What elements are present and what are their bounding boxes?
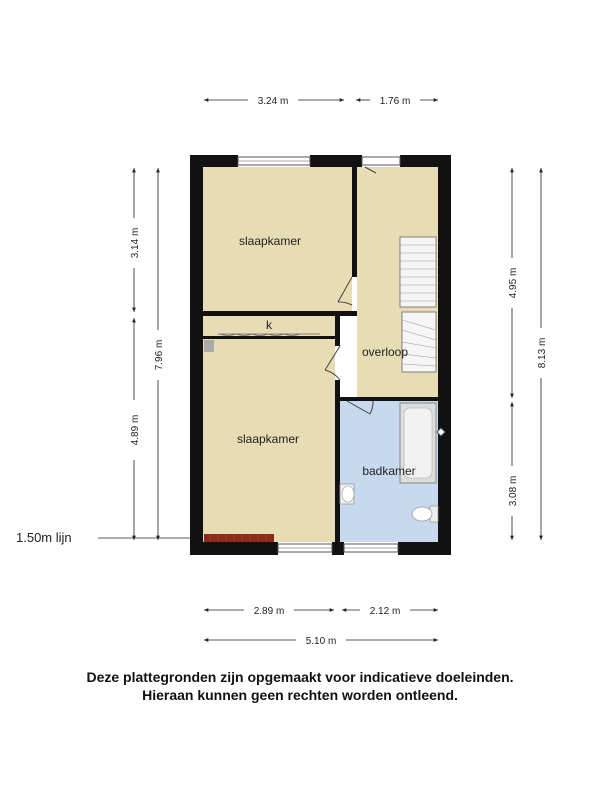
disclaimer-line-2: Hieraan kunnen geen rechten worden ontleend. bbox=[142, 687, 458, 703]
room-label-slaapkamer-top: slaapkamer bbox=[238, 234, 302, 248]
room-label-badkamer: badkamer bbox=[362, 464, 416, 478]
dim-left-lower: 4.89 m bbox=[130, 414, 141, 446]
dim-left-upper: 3.14 m bbox=[130, 227, 141, 259]
dim-bottom-left: 2.89 m bbox=[253, 606, 285, 617]
dim-bottom-total: 5.10 m bbox=[305, 636, 337, 647]
dim-right-upper: 4.95 m bbox=[508, 267, 519, 299]
dim-top-left: 3.24 m bbox=[257, 96, 289, 107]
room-label-slaapkamer-bottom: slaapkamer bbox=[236, 432, 300, 446]
room-label-overloop: overloop bbox=[361, 345, 409, 359]
dim-right-total: 8.13 m bbox=[537, 337, 548, 369]
dim-bottom-right: 2.12 m bbox=[369, 606, 401, 617]
dim-top-right: 1.76 m bbox=[379, 96, 411, 107]
annotation-150m-line: 1.50m lijn bbox=[16, 530, 72, 545]
disclaimer bbox=[0, 668, 600, 704]
dim-left-total: 7.96 m bbox=[154, 339, 165, 371]
radiator bbox=[204, 534, 274, 542]
dim-right-lower: 3.08 m bbox=[508, 475, 519, 507]
closet-corner-column bbox=[204, 340, 214, 352]
sink bbox=[340, 484, 354, 504]
disclaimer-line-1: Deze plattegronden zijn opgemaakt voor indicatieve doeleinden. bbox=[86, 669, 514, 685]
toilet bbox=[412, 506, 438, 522]
room-label-closet: k bbox=[266, 318, 272, 332]
